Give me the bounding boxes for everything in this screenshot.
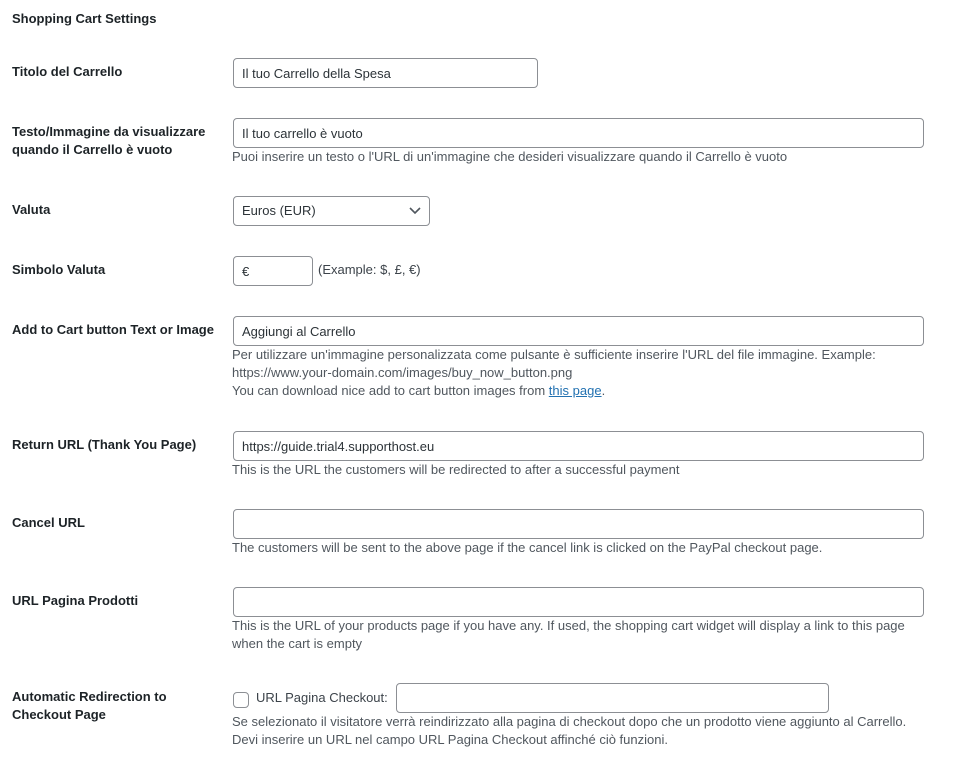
currency-symbol-input[interactable]: [233, 256, 313, 286]
return-url-description: This is the URL the customers will be redirected to after a successful payment: [232, 462, 680, 477]
currency-label: Valuta: [12, 202, 51, 217]
cart-title-label: Titolo del Carrello: [12, 64, 123, 79]
checkout-url-label: URL Pagina Checkout:: [256, 690, 388, 705]
add-to-cart-description: [232, 346, 932, 400]
add-to-cart-description-prefix: You can download nice add to cart button images from: [232, 383, 546, 398]
this-page-link[interactable]: this page: [548, 383, 602, 398]
products-page-description: This is the URL of your products page if you have any. If used, the shopping cart widget will display a link to this page when the cart is empty: [232, 618, 905, 651]
products-page-input[interactable]: [233, 587, 924, 617]
checkout-url-input[interactable]: [396, 683, 829, 713]
add-to-cart-description-suffix: .: [601, 383, 606, 398]
add-to-cart-input[interactable]: [233, 316, 924, 346]
add-to-cart-description-line2: https://www.your-domain.com/images/buy_now_button.png: [232, 365, 573, 380]
return-url-label: Return URL (Thank You Page): [12, 437, 197, 452]
currency-symbol-label: Simbolo Valuta: [12, 262, 106, 277]
empty-cart-label: Testo/Immagine da visualizzare quando il Carrello è vuoto: [12, 124, 206, 157]
auto-redirect-checkbox[interactable]: [233, 692, 249, 708]
cancel-url-input[interactable]: [233, 509, 924, 539]
add-to-cart-description-line3: [232, 382, 932, 400]
cart-title-input[interactable]: [233, 58, 538, 88]
empty-cart-description: Puoi inserire un testo o l'URL di un'immagine che desideri visualizzare quando il Carrello è vuoto: [232, 149, 788, 164]
currency-selected-value: Euros (EUR): [242, 203, 316, 218]
empty-cart-input[interactable]: [233, 118, 924, 148]
add-to-cart-label: Add to Cart button Text or Image: [12, 322, 214, 337]
cancel-url-description: The customers will be sent to the above page if the cancel link is clicked on the PayPal checkout page.: [232, 540, 823, 555]
chevron-down-icon: [409, 206, 421, 216]
currency-symbol-example: (Example: $, £, €): [318, 262, 421, 277]
auto-redirect-label: Automatic Redirection to Checkout Page: [12, 689, 167, 722]
cancel-url-label: Cancel URL: [12, 515, 85, 530]
currency-select[interactable]: [233, 196, 430, 226]
return-url-input[interactable]: [233, 431, 924, 461]
add-to-cart-description-line1: Per utilizzare un'immagine personalizzata come pulsante è sufficiente inserire l'URL del file immagine. Example:: [232, 347, 876, 362]
section-title: Shopping Cart Settings: [12, 11, 157, 26]
products-page-label: URL Pagina Prodotti: [12, 593, 139, 608]
auto-redirect-description: Se selezionato il visitatore verrà reindirizzato alla pagina di checkout dopo che un prodotto viene aggiunto al Carrello. Devi inserire un URL nel campo URL Pagina Checkout affinché ciò funzioni.: [232, 714, 907, 747]
